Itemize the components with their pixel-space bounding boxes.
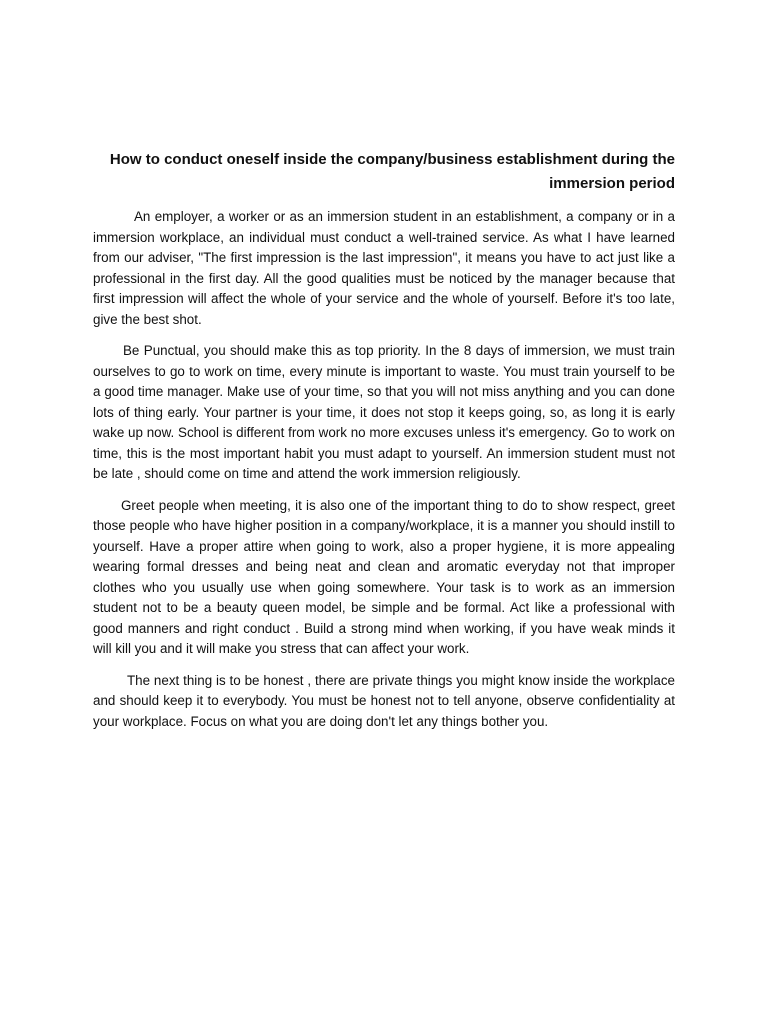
paragraph-punctuality: Be Punctual, you should make this as top priority. In the 8 days of immersion, we must train ourselves to go to work on time, every minute is important to waste. You must train yourself to be a good time manager. Make use of your time, so that you will not miss anything and you can done lots of thing early. Your partner is your time, it does not stop it keeps going, so, as long it is early wake up now. School is different from work no more excuses unless it's emergency. Go to work on time, this is the most important habit you must adapt to yourself. An immersion student must not be late , should come on time and attend the work immersion religiously. — [93, 343, 675, 481]
paragraph-honesty: The next thing is to be honest , there are private things you might know inside the workplace and should keep it to everybody. You must be honest not to tell anyone, observe confidentiality at your workplace. Focus on what you are doing don't let any things bother you. — [93, 672, 675, 729]
paragraph-introduction: An employer, a worker or as an immersion student in an establishment, a company or in a immersion workplace, an individual must conduct a well-trained service. As what I have learned from our adviser, "The first impression is the last impression", it means you have to act just like a professional in the first day. All the good qualities must be noticed by the manager because that first impression will affect the whole of your service and the whole of yourself. Before it's too late, give the best shot. — [93, 209, 675, 327]
document-title: How to conduct oneself inside the company/business establishment during the immersion period — [109, 151, 675, 192]
document-body — [93, 148, 675, 732]
paragraph-greeting-attire: Greet people when meeting, it is also one of the important thing to do to show respect, greet those people who have higher position in a company/workplace, it is a manner you should instill to yourself. Have a proper attire when going to work, also a proper hygiene, it is more appealing wearing formal dresses and being neat and clean and aromatic everyday not that improper clothes who you usually use when going somewhere. Your task is to work as an immersion student not to be a beauty queen model, be simple and be formal. Act like a professional with good manners and right conduct . Build a strong mind when working, if you have weak minds it will kill you and it will make you stress that can affect your work. — [93, 497, 675, 656]
